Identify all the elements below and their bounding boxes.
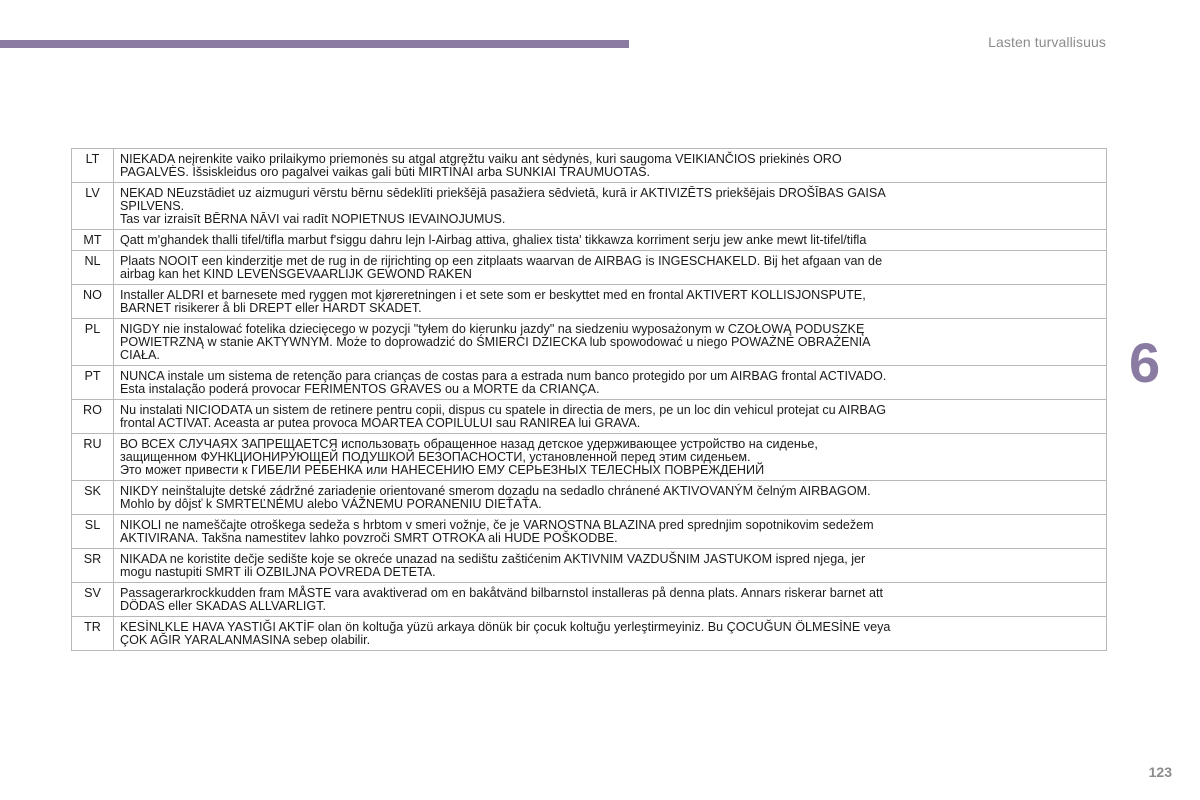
language-code: RO [72,400,114,434]
language-code: MT [72,230,114,251]
warning-row-pl [72,319,1107,366]
language-code: SL [72,515,114,549]
header-accent-bar [0,40,629,48]
warning-text: NIKDY neinštalujte detské zádržné zariadenie orientované smerom dozadu na sedadlo chránené AKTIVOVANÝM čelným AIRBAGOM. Mohlo by dôjsť k SMRTEĽNÉMU alebo VÁŽNEMU PORANENIU DIEŤAŤA. [114,481,1107,515]
section-title: Lasten turvallisuus [988,34,1106,50]
warning-row-nl [72,251,1107,285]
warning-text: Plaats NOOIT een kinderzitje met de rug in de rijrichting op een zitplaats waarvan de AIRBAG is INGESCHAKELD. Bij het afgaan van de airbag kan het KIND LEVENSGEVAARLIJK GEWOND RAKEN [114,251,1107,285]
language-code: RU [72,434,114,481]
warning-row-mt [72,230,1107,251]
warning-row-tr [72,617,1107,651]
warning-text: Passagerarkrockkudden fram MÅSTE vara avaktiverad om en bakåtvänd bilbarnstol installeras på denna plats. Annars riskerar barnet att DÖDAS eller SKADAS ALLVARLIGT. [114,583,1107,617]
warning-row-sr [72,549,1107,583]
warning-row-no [72,285,1107,319]
language-code: SV [72,583,114,617]
language-code: LT [72,149,114,183]
warning-row-sv [72,583,1107,617]
page-number: 123 [1148,764,1172,780]
warning-text: NUNCA instale um sistema de retenção para crianças de costas para a estrada num banco protegido por um AIRBAG frontal ACTIVADO. Esta instalação poderá provocar FERIMENTOS GRAVES ou a MORTE da CRIANÇA. [114,366,1107,400]
chapter-number: 6 [1129,331,1161,394]
warning-text: NIGDY nie instalować fotelika dziecięcego w pozycji "tyłem do kierunku jazdy" na siedzeniu wyposażonym w CZOŁOWĄ PODUSZKĘ POWIETRZNĄ w stanie AKTYWNYM. Może to doprowadzić do ŚMIERCI DZIECKA lub spowodować u niego POWAŻNE OBRAŻENIA CIAŁA. [114,319,1107,366]
language-code: NL [72,251,114,285]
warning-text: NIEKADA neįrenkite vaiko prilaikymo priemonės su atgal atgręžtu vaiku ant sėdynės, kuri saugoma VEIKIANČIOS priekinės ORO PAGALVĖS. Išsiskleidus oro pagalvei vaikas gali būti MIRTINAI arba SUNKIAI TRAUMUOTAS. [114,149,1107,183]
language-code: SR [72,549,114,583]
language-code: LV [72,183,114,230]
warning-text: ВО ВСЕХ СЛУЧАЯХ ЗАПРЕЩАЕТСЯ использовать обращенное назад детское удерживающее устройство на сиденье, защищенном ФУНКЦИОНИРУЮЩЕЙ ПОДУШКОЙ БЕЗОПАСНОСТИ, установленной перед этим сиденьем. Это может привести к ГИБЕЛИ РЕБЕНКА или НАНЕСЕНИЮ ЕМУ СЕРЬЕЗНЫХ ТЕЛЕСНЫХ ПОВРЕЖДЕНИЙ [114,434,1107,481]
warning-row-lv [72,183,1107,230]
warning-text: NEKAD NEuzstādiet uz aizmuguri vērstu bērnu sēdeklīti priekšējā pasažiera sēdvietā, kurā ir AKTIVIZĒTS priekšējais DROŠĪBAS GAISA SPILVENS. Tas var izraisīt BĒRNA NĀVI vai radīt NOPIETNUS IEVAINOJUMUS. [114,183,1107,230]
warning-row-ro [72,400,1107,434]
language-code: NO [72,285,114,319]
language-code: PL [72,319,114,366]
warning-table-body [72,149,1107,651]
airbag-warning-table [71,148,1107,651]
language-code: TR [72,617,114,651]
warning-row-lt [72,149,1107,183]
language-code: PT [72,366,114,400]
warning-text: Qatt m'ghandek thalli tifel/tifla marbut f'siggu dahru lejn l-Airbag attiva, ghaliex tista' tikkawza korriment serju jew anke mewt lit-tifel/tifla [114,230,1107,251]
warning-text: NIKADA ne koristite dečje sedište koje se okreće unazad na sedištu zaštićenim AKTIVNIM VAZDUŠNIM JASTUKOM ispred njega, jer mogu nastupiti SMRT ili OZBILJNA POVREDA DETETA. [114,549,1107,583]
warning-row-sk [72,481,1107,515]
language-code: SK [72,481,114,515]
warning-text: Nu instalati NICIODATA un sistem de retinere pentru copii, dispus cu spatele in directia de mers, pe un loc din vehicul protejat cu AIRBAG frontal ACTIVAT. Aceasta ar putea provoca MOARTEA COPILULUI sau RANIREA lui GRAVA. [114,400,1107,434]
warning-row-ru [72,434,1107,481]
warning-row-pt [72,366,1107,400]
warning-text: NIKOLI ne nameščajte otroškega sedeža s hrbtom v smeri vožnje, če je VARNOSTNA BLAZINA pred sprednjim sopotnikovim sedežem AKTIVIRANA. Takšna namestitev lahko povzroči SMRT OTROKA ali HUDE POŠKODBE. [114,515,1107,549]
warning-text: KESİNLKLE HAVA YASTIĞI AKTİF olan ön koltuğa yüzü arkaya dönük bir çocuk koltuğu yerleştirmeyiniz. Bu ÇOCUĞUN ÖLMESİNE veya ÇOK AĞIR YARALANMASINA sebep olabilir. [114,617,1107,651]
warning-text: Installer ALDRI et barnesete med ryggen mot kjøreretningen i et sete som er beskyttet med en frontal AKTIVERT KOLLISJONSPUTE, BARNET risikerer å bli DREPT eller HARDT SKADET. [114,285,1107,319]
warning-row-sl [72,515,1107,549]
